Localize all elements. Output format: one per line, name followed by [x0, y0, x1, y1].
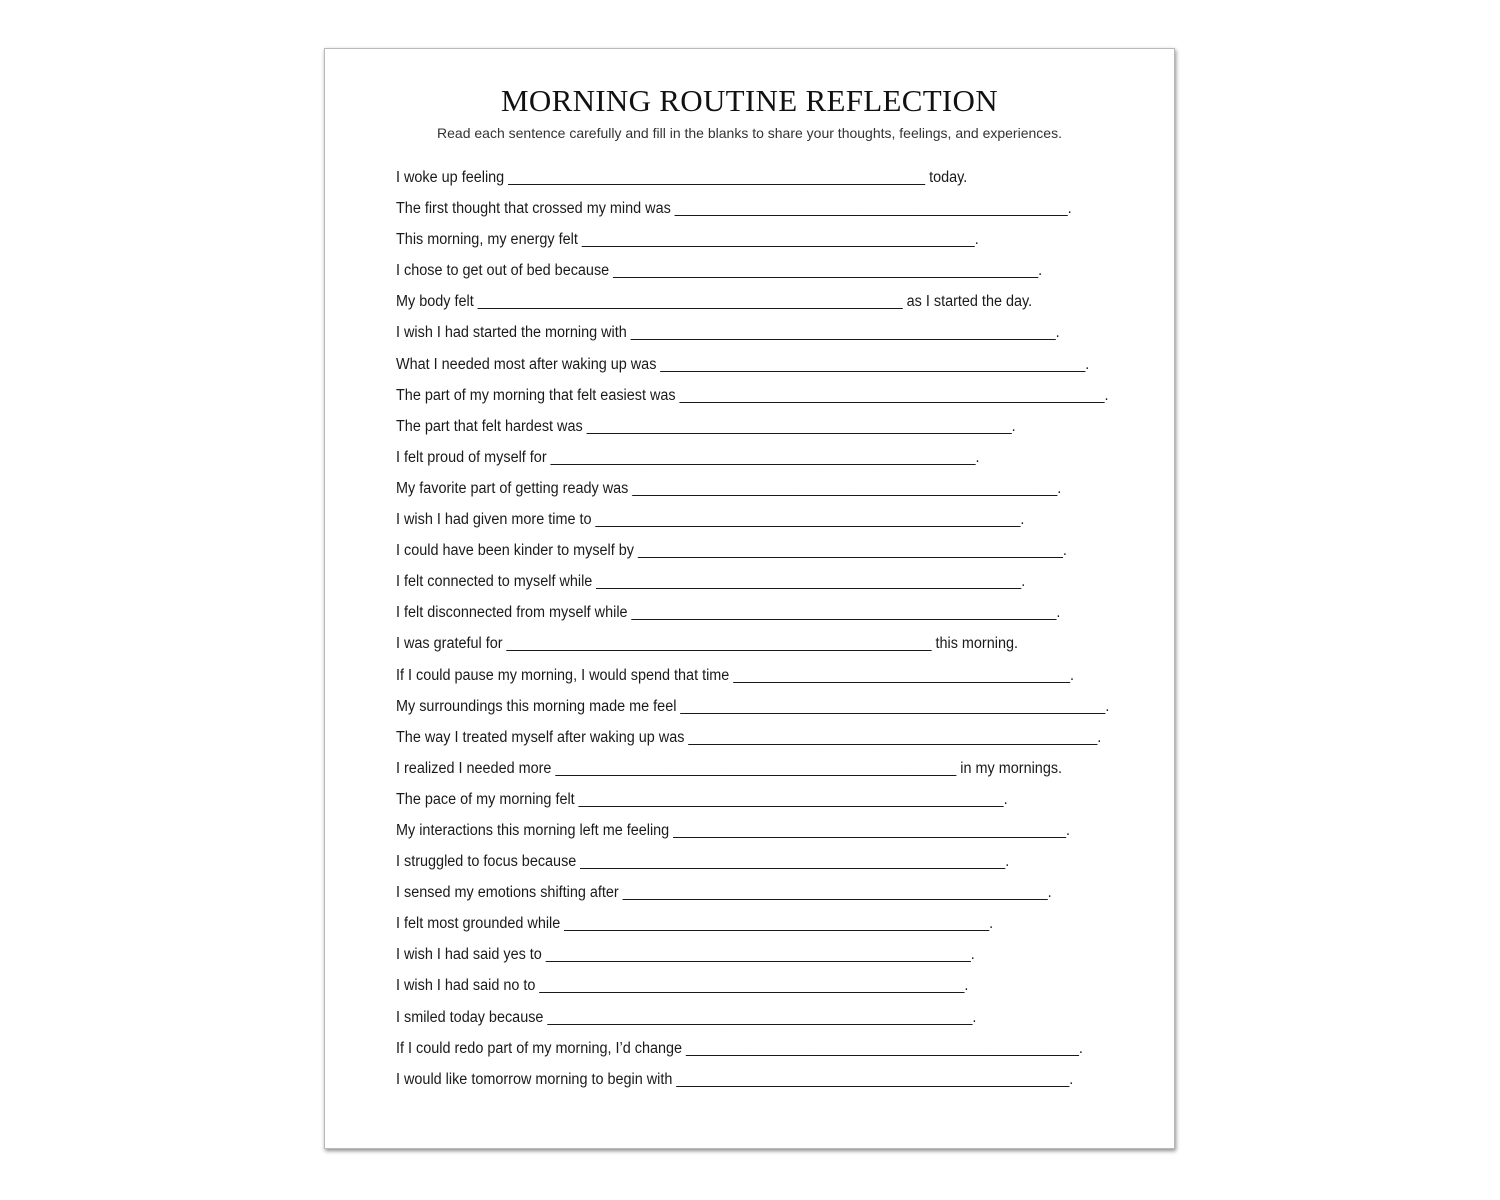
- prompt-line: I wish I had given more time to _____________________________________________________.: [396, 511, 1025, 529]
- prompt-line: I felt proud of myself for _____________________________________________________.: [396, 448, 980, 466]
- prompt-line: I could have been kinder to myself by _____________________________________________________.: [396, 542, 1067, 560]
- worksheet-title: MORNING ROUTINE REFLECTION: [501, 83, 998, 118]
- prompt-line: I wish I had said no to _____________________________________________________.: [396, 977, 969, 995]
- prompt-line: I was grateful for _____________________________________________________ this morning.: [396, 635, 1018, 653]
- prompt-line: If I could redo part of my morning, I’d change _________________________________________________.: [396, 1039, 1083, 1057]
- prompt-line: The part that felt hardest was _____________________________________________________.: [396, 417, 1016, 435]
- prompt-line: What I needed most after waking up was _____________________________________________________.: [396, 355, 1090, 373]
- prompt-line: If I could pause my morning, I would spend that time __________________________________________.: [396, 666, 1075, 684]
- worksheet-instructions: Read each sentence carefully and fill in the blanks to share your thoughts, feelings, and experiences.: [437, 125, 1062, 141]
- prompt-line: The way I treated myself after waking up was ___________________________________________________.: [396, 728, 1102, 746]
- prompt-line: I chose to get out of bed because _____________________________________________________.: [396, 262, 1043, 280]
- prompt-line: My body felt _____________________________________________________ as I started the day.: [396, 293, 1033, 311]
- prompt-line: My surroundings this morning made me feel _____________________________________________________.: [396, 697, 1110, 715]
- worksheet-page: [324, 48, 1175, 1149]
- prompt-line: I sensed my emotions shifting after _____________________________________________________.: [396, 884, 1052, 902]
- prompt-line: I wish I had started the morning with _____________________________________________________.: [396, 324, 1060, 342]
- prompt-line: I felt connected to myself while _____________________________________________________.: [396, 573, 1026, 591]
- prompt-line: I struggled to focus because _____________________________________________________.: [396, 853, 1010, 871]
- prompt-line: The part of my morning that felt easiest was _____________________________________________________.: [396, 386, 1109, 404]
- prompt-line: My favorite part of getting ready was _____________________________________________________.: [396, 479, 1062, 497]
- prompt-line: The pace of my morning felt _____________________________________________________.: [396, 790, 1008, 808]
- prompt-line: My interactions this morning left me feeling _________________________________________________.: [396, 821, 1071, 839]
- prompt-line: The first thought that crossed my mind was _________________________________________________.: [396, 200, 1072, 218]
- prompt-line: I realized I needed more __________________________________________________ in my mornings.: [396, 759, 1063, 777]
- prompt-line: I felt most grounded while _____________________________________________________.: [396, 915, 994, 933]
- prompt-line: I smiled today because _____________________________________________________.: [396, 1008, 977, 1026]
- prompt-line: I felt disconnected from myself while _____________________________________________________.: [396, 604, 1061, 622]
- prompt-line: I woke up feeling ____________________________________________________ today.: [396, 169, 968, 186]
- prompt-line: I wish I had said yes to _____________________________________________________.: [396, 946, 975, 964]
- prompt-line: I would like tomorrow morning to begin with _________________________________________________.: [396, 1070, 1074, 1088]
- prompt-list: [396, 162, 1116, 1095]
- prompt-line: This morning, my energy felt _________________________________________________.: [396, 231, 979, 249]
